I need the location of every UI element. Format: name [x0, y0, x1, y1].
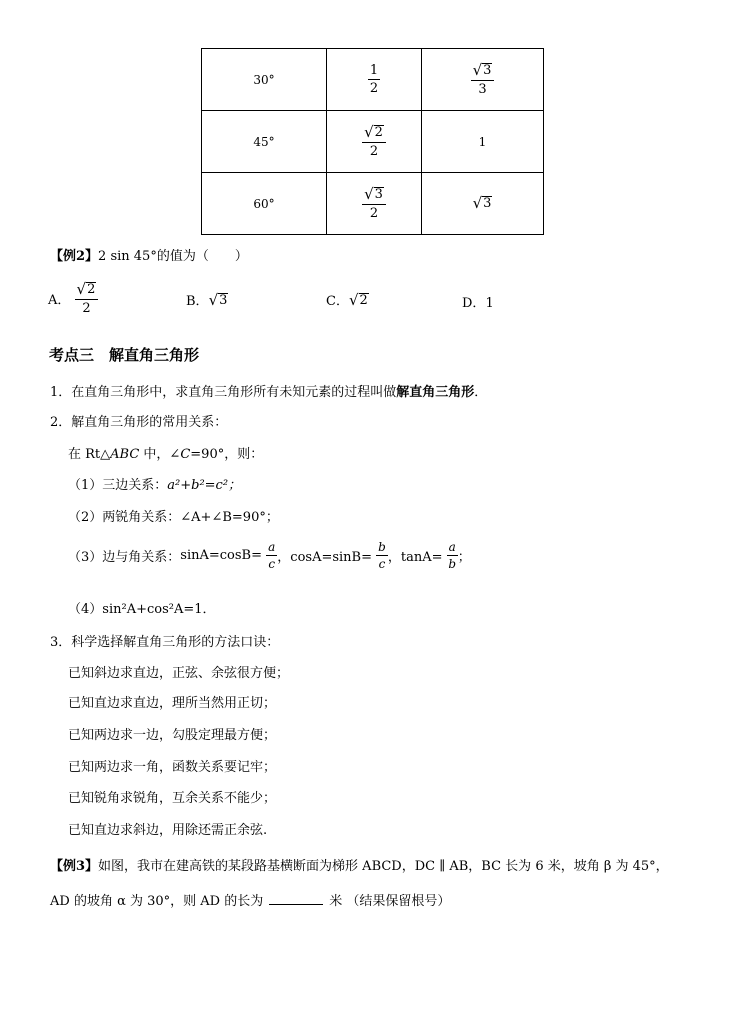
angle-cell: 60° [202, 173, 327, 235]
angle-cell: 30° [202, 49, 327, 111]
table-row [202, 111, 544, 173]
relation-3: （3）边与角关系：sinA=cosB= $\frac{a}{c}$ ，cosA=sinB= $\frac{b}{c}$ ，tanA= $\frac{a}{b}$ ； [68, 540, 471, 571]
example3-line1: 【例3】如图，我市在建高铁的某段路基横断面为梯形 ABCD，DC ∥ AB，BC 长为 6 米，坡角 β 为 45°， [50, 859, 669, 874]
answer-blank [269, 892, 323, 905]
rhyme-line: 已知两边求一角，函数关系要记牢； [68, 760, 277, 775]
tan-cell: √ 3 3 [422, 49, 544, 111]
example2-option-d: D．1 [462, 296, 494, 311]
rhyme-line: 已知直边求直边，理所当然用正切； [68, 696, 277, 711]
table-row [202, 173, 544, 235]
rhyme-line: 已知两边求一边，勾股定理最方便； [68, 728, 277, 743]
rhyme-line: 已知直边求斜边，用除还需正余弦. [68, 823, 268, 838]
example2-question: 【例2】2 sin 45°的值为（ ） [50, 249, 248, 264]
item-2: 2．解直角三角形的常用关系： [50, 415, 228, 430]
item-1: 1．在直角三角形中，求直角三角形所有未知元素的过程叫做解直角三角形． [50, 385, 488, 400]
item-3: 3．科学选择解直角三角形的方法口诀： [50, 635, 280, 650]
angle-cell: 45° [202, 111, 327, 173]
sin-cell: √ 3 2 [327, 173, 422, 235]
context-line: 在 Rt△ABC 中，∠C=90°，则： [68, 447, 264, 462]
example3-line2: AD 的坡角 α 为 30°，则 AD 的长为 米 （结果保留根号） [50, 894, 451, 909]
example2-option-c: C． √ 2 [326, 291, 368, 309]
relation-1: （1）三边关系：a²+b²=c²； [68, 478, 242, 493]
example2-option-b: B． √ 3 [186, 291, 228, 309]
trig-value-table [201, 48, 544, 235]
sin-cell: $\frac{1}{2}$ [327, 49, 422, 111]
tan-cell: √ 3 [422, 173, 544, 235]
rhyme-line: 已知斜边求直边，正弦、余弦很方便； [68, 666, 290, 681]
section-title: 考点三 解直角三角形 [49, 346, 200, 364]
relation-4: （4）sin²A+cos²A=1． [68, 602, 216, 617]
sin-cell: √ 2 2 [327, 111, 422, 173]
relation-2: （2）两锐角关系：∠A+∠B=90°； [68, 510, 279, 525]
table-row [202, 49, 544, 111]
rhyme-line: 已知锐角求锐角，互余关系不能少； [68, 791, 277, 806]
example2-option-a: A． √ 2 2 [48, 282, 98, 315]
tan-cell: 1 [422, 111, 544, 173]
